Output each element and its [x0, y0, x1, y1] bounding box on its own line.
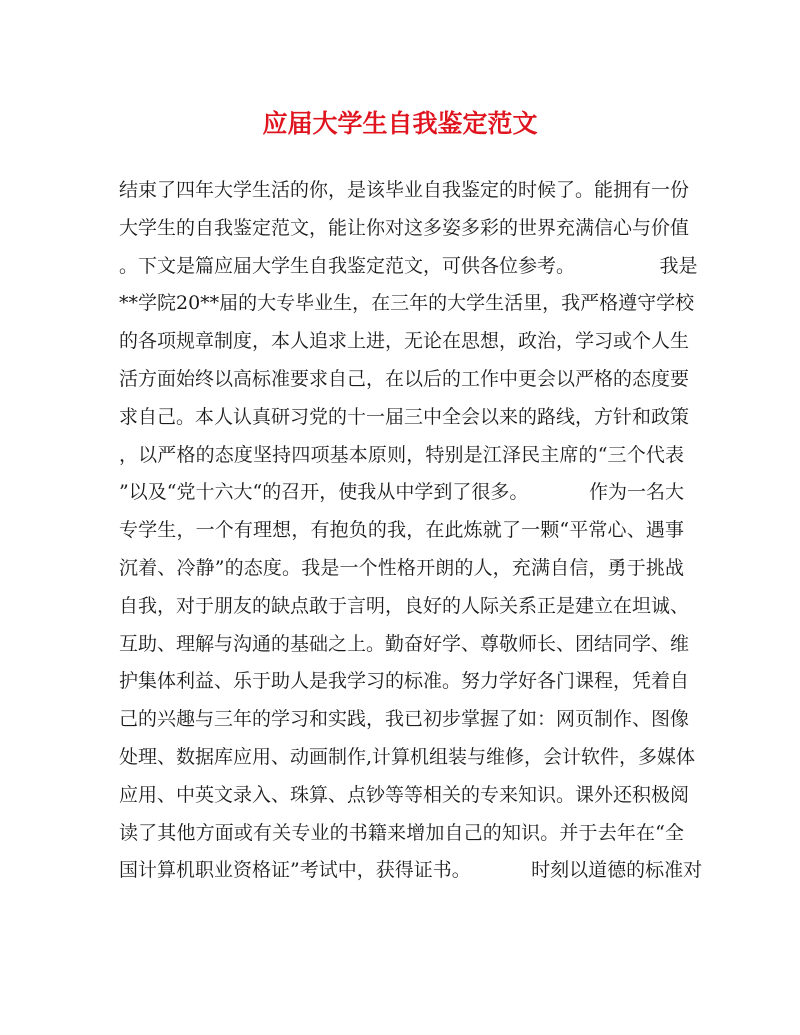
- body-line: 应用、中英文录入、珠算、点钞等等相关的专来知识。课外还积极阅: [119, 783, 690, 806]
- body-line: 的各项规章制度，本人追求上进，无论在思想，政治，学习或个人生: [119, 330, 690, 353]
- body-line: 沉着、冷静”的态度。我是一个性格开朗的人，充满自信，勇于挑战: [119, 556, 684, 579]
- body-line: ，以严格的态度坚持四项基本原则，特别是江泽民主席的“三个代表: [119, 443, 684, 466]
- body-line: 读了其他方面或有关专业的书籍来增加自己的知识。并于去年在“全: [119, 821, 684, 844]
- body-line: 大学生的自我鉴定范文，能让你对这多姿多彩的世界充满信心与价值: [119, 216, 690, 239]
- body-line: ”以及“党十六大“的召开，使我从中学到了很多。 作为一名大: [119, 481, 684, 504]
- body-line: 。下文是篇应届大学生自我鉴定范文，可供各位参考。 我是: [119, 254, 698, 277]
- document-body: [119, 172, 703, 890]
- body-line: 护集体利益、乐于助人是我学习的标准。努力学好各门课程，凭着自: [119, 670, 690, 693]
- body-line: 结束了四年大学生活的你，是该毕业自我鉴定的时候了。能拥有一份: [119, 179, 690, 201]
- body-line: 国计算机职业资格证”考试中，获得证书。 时刻以道德的标准对: [119, 859, 703, 882]
- body-line: 专学生，一个有理想，有抱负的我，在此炼就了一颗“平常心、遇事: [119, 519, 684, 542]
- body-line: 处理、数据库应用、动画制作,计算机组装与维修，会计软件，多媒体: [119, 745, 696, 768]
- document-title: 应届大学生自我鉴定范文: [262, 109, 538, 138]
- body-line: 活方面始终以高标准要求自己，在以后的工作中更会以严格的态度要: [119, 367, 690, 390]
- body-line: 自我，对于朋友的缺点敢于言明，良好的人际关系正是建立在坦诚、: [119, 594, 690, 617]
- body-line: **学院20**届的大专毕业生，在三年的大学生活里，我严格遵守学校: [119, 292, 695, 315]
- body-line: 互助、理解与沟通的基础之上。勤奋好学、尊敬师长、团结同学、维: [119, 632, 690, 655]
- body-line: 求自己。本人认真研习党的十一届三中全会以来的路线，方针和政策: [119, 405, 690, 428]
- body-line: 己的兴趣与三年的学习和实践，我已初步掌握了如：网页制作、图像: [119, 708, 690, 731]
